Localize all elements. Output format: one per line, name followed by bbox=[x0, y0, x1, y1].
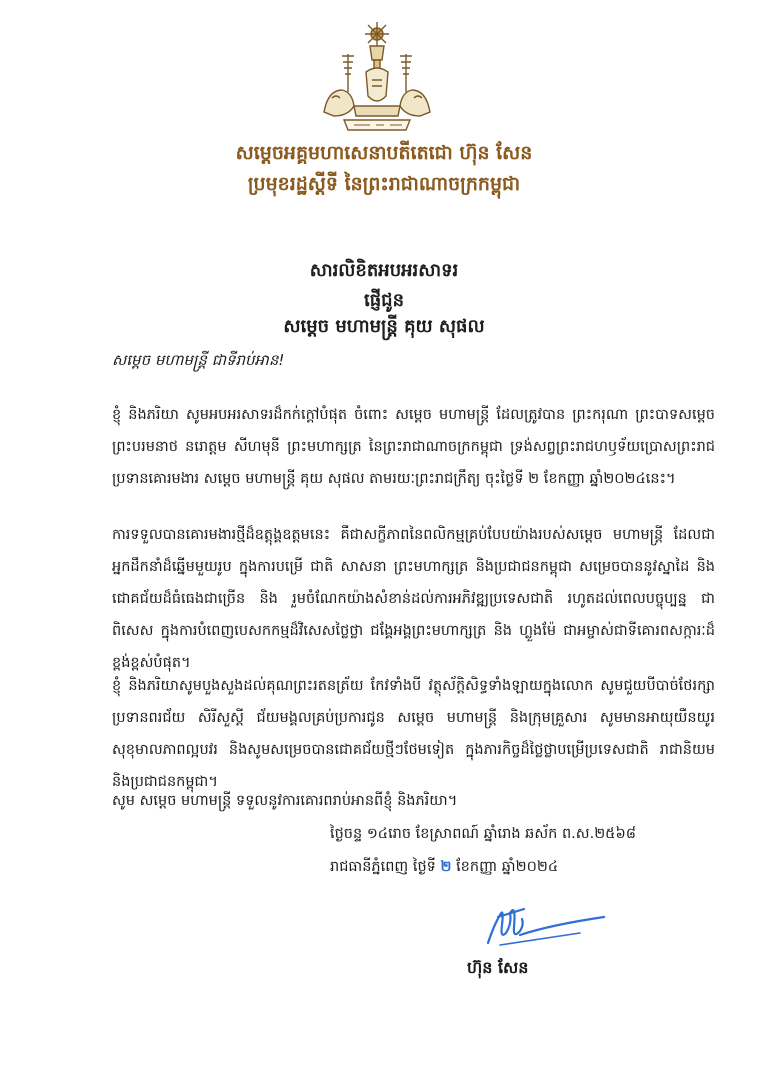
body-paragraph-2: ការទទួលបានគោរមងារថ្មីដ៏ឧត្ដុង្គឧត្ដមនេះ គឺជាសក្ខីភាពនៃពលិកម្មគ្រប់បែបយ៉ាងរបស់សម្ដេច មហាមន្ត្រី ដែលជាអ្នកដឹកនាំដ៏ឆ្នើមមួយរូប ក្នុងការបម្រើ ជាតិ សាសនា ព្រះមហាក្សត្រ និងប្រជាជនកម្ពុជា សម្រេចបាននូវស្នាដៃ និងជោគជ័យដ៏ធំធេងជាច្រើន និង រួមចំណែកយ៉ាងសំខាន់ដល់ការអភិវឌ្ឍប្រទេសជាតិ រហូតដល់ពេលបច្ចុប្បន្ន ជាពិសេស ក្នុងការបំពេញបេសកកម្មដ៏វិសេសថ្លៃថ្លា ជង្គែអង្គព្រះមហាក្សត្រ និង ហ្លួងម៉ែ ជាអម្ចាស់ជាទីគោរពសក្ការៈដ៏ខ្ពង់ខ្ពស់បំផុត។ bbox=[112, 527, 715, 671]
solar-date bbox=[330, 858, 558, 879]
sender-title: ប្រមុខរដ្ឋស្ដីទី នៃព្រះរាជាណាចក្រកម្ពុជា bbox=[247, 173, 521, 195]
handwritten-signature bbox=[480, 895, 610, 950]
salutation: សម្ដេច មហាមន្ត្រី ជាទីរាប់អាន! bbox=[112, 351, 285, 369]
signer-name: ហ៊ុន សែន bbox=[467, 958, 529, 977]
royal-coat-of-arms-emblem bbox=[318, 20, 436, 136]
sender-name: សម្ដេចអគ្គមហាសេនាបតីតេជោ ហ៊ុន សែន bbox=[235, 142, 533, 164]
solar-date-day: ២ bbox=[440, 859, 452, 875]
letter-subject-title: សារលិខិតអបអរសាទរ bbox=[309, 260, 459, 281]
letter-subject-send-to: ផ្ញើជូន bbox=[364, 290, 404, 311]
body-paragraph-3: ខ្ញុំ និងភរិយាសូមបួងសួងដល់គុណព្រះរតនត្រ័យ កែវទាំងបី វត្ថុស័ក្ដិសិទ្ធទាំងឡាយក្នុងលោក សូមជួយបីបាច់ថែរក្សាប្រទានពរជ័យ សិរីសួស្ដី ជ័យមង្គលគ្រប់ប្រការជូន សម្ដេច មហាមន្ត្រី និងក្រុមគ្រួសារ សូមមានអាយុយឺនយូរ សុខុមាលភាពល្អបវរ និងសូមសម្រេចបានជោគជ័យថ្មីៗថែមទៀត ក្នុងភារកិច្ចដ៏ថ្លៃថ្លាបម្រើប្រទេសជាតិ រាជានិយម និងប្រជាជនកម្ពុជា។ bbox=[112, 678, 715, 790]
solar-date-prefix: រាជធានីភ្នំពេញ ថ្ងៃទី bbox=[330, 859, 436, 875]
solar-date-suffix: ខែកញ្ញា ឆ្នាំ២០២៤ bbox=[456, 859, 559, 875]
lunar-date: ថ្ងៃចន្ទ ១៤រោច ខែស្រាពណ៍ ឆ្នាំរោង ឆស័ក ព.ស.២៥៦៨ bbox=[330, 826, 636, 842]
body-paragraph-1: ខ្ញុំ និងភរិយា សូមអបអរសាទរដ៏កក់ក្ដៅបំផុត ចំពោះ សម្ដេច មហាមន្ត្រី ដែលត្រូវបាន ព្រះករុណា ព្រះបាទសម្ដេចព្រះបរមនាថ នរោត្តម សីហមុនី ព្រះមហាក្សត្រ នៃព្រះរាជាណាចក្រកម្ពុជា ទ្រង់សព្វព្រះរាជហឫទ័យប្រោសព្រះរាជប្រទានគោរមងារ សម្ដេច មហាមន្ត្រី គុយ សុផល តាមរយៈព្រះរាជក្រឹត្យ ចុះថ្ងៃទី ២ ខែកញ្ញា ឆ្នាំ២០២៤នេះ។ bbox=[112, 407, 715, 487]
letter-recipient: សម្ដេច មហាមន្ត្រី គុយ សុផល bbox=[283, 316, 485, 337]
body-paragraph-4: សូម សម្ដេច មហាមន្ត្រី ទទួលនូវការគោរពរាប់អានពីខ្ញុំ និងភរិយា។ bbox=[112, 793, 458, 809]
